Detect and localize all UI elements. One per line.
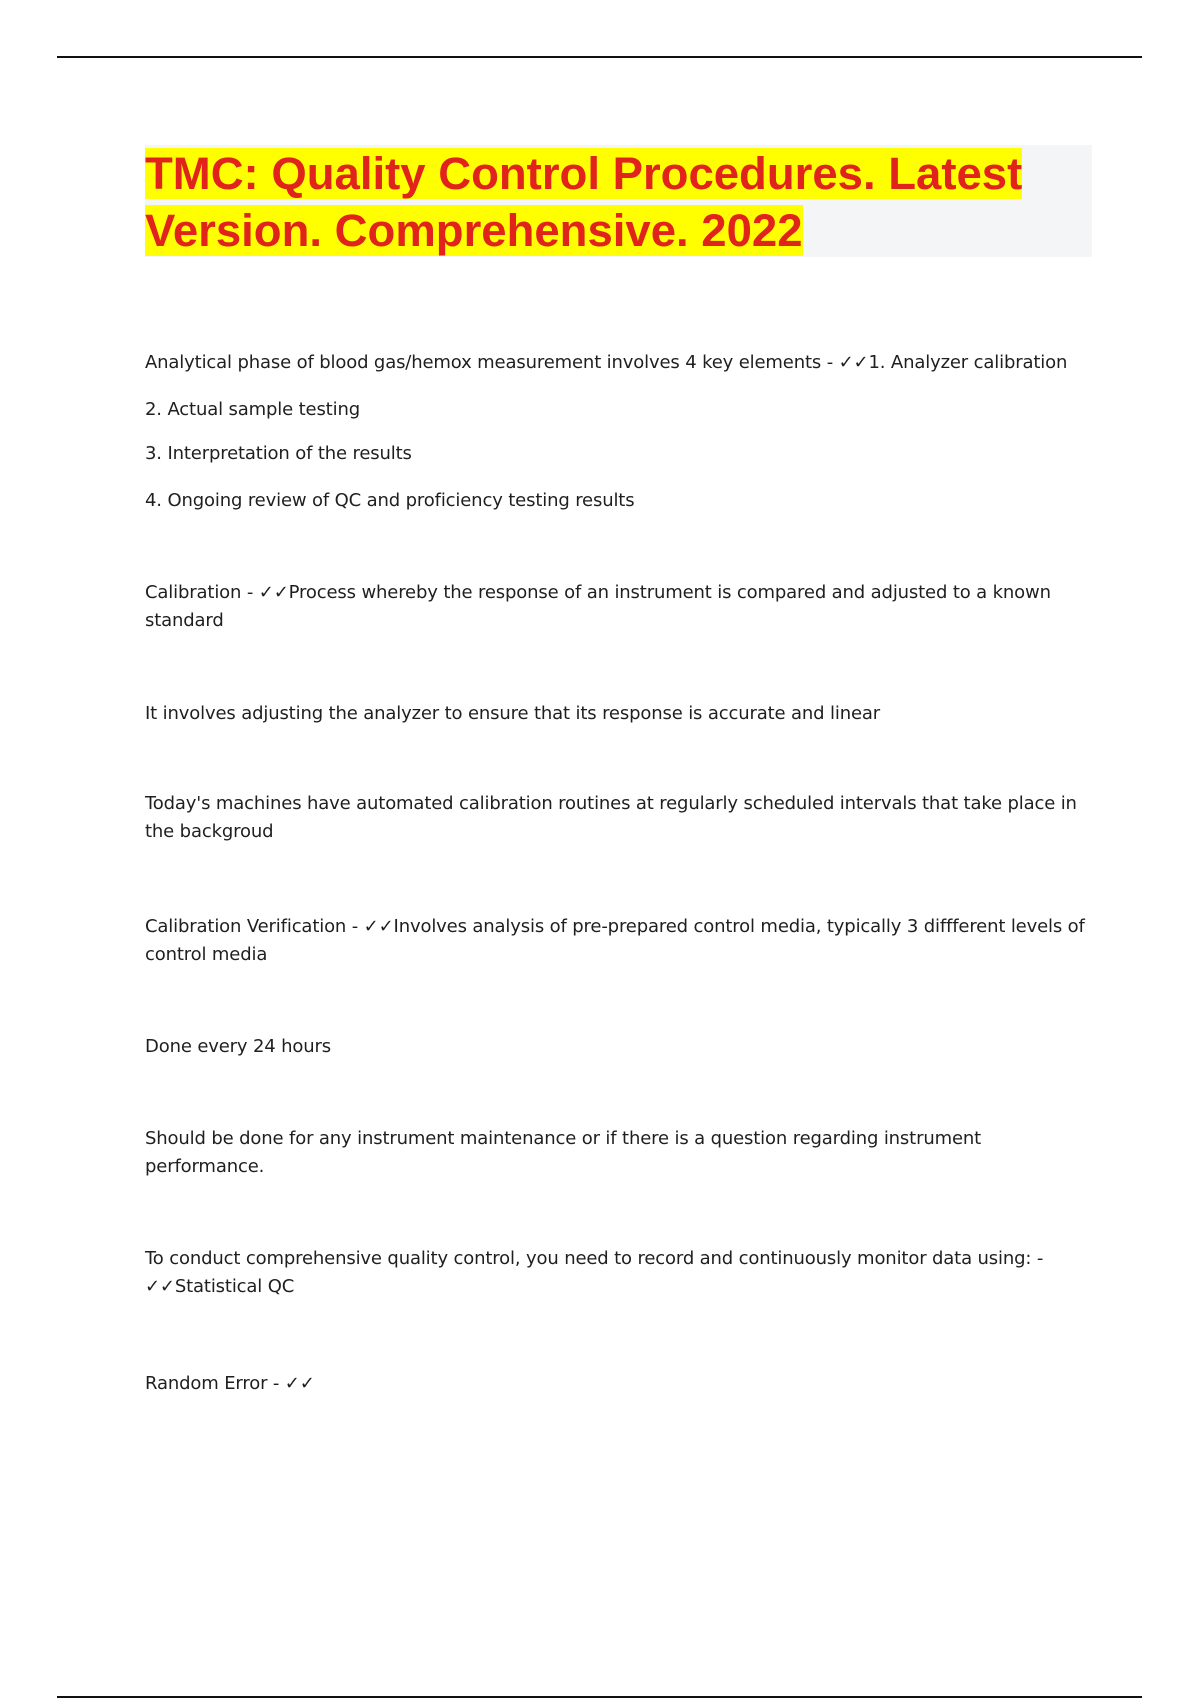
list-item-qc-review: 4. Ongoing review of QC and proficiency testing results [145, 490, 635, 511]
paragraph-calibration-detail: It involves adjusting the analyzer to ensure that its response is accurate and linear [145, 703, 881, 724]
top-page-rule [57, 56, 1142, 58]
list-item-sample-testing: 2. Actual sample testing [145, 399, 360, 420]
bottom-page-rule [57, 1696, 1142, 1698]
paragraph-statistical-qc: To conduct comprehensive quality control, you need to record and continuously monitor data using: - ✓✓Statistical QC [145, 1248, 1044, 1297]
list-item-interpretation: 3. Interpretation of the results [145, 443, 412, 464]
paragraph-automated-calibration: Today's machines have automated calibration routines at regularly scheduled intervals that take place in the backgroud [145, 793, 1077, 842]
paragraph-analytical-phase: Analytical phase of blood gas/hemox measurement involves 4 key elements - ✓✓1. Analyzer calibration [145, 352, 1068, 373]
paragraph-maintenance: Should be done for any instrument maintenance or if there is a question regarding instrument performance. [145, 1128, 982, 1177]
paragraph-calibration-verification: Calibration Verification - ✓✓Involves analysis of pre-prepared control media, typically 3 diffferent levels of control media [145, 916, 1085, 965]
paragraph-random-error: Random Error - ✓✓ [145, 1373, 315, 1394]
document-title: TMC: Quality Control Procedures. Latest Version. Comprehensive. 2022 [145, 148, 1023, 256]
paragraph-frequency: Done every 24 hours [145, 1036, 332, 1057]
paragraph-calibration: Calibration - ✓✓Process whereby the response of an instrument is compared and adjusted to a known standard [145, 582, 1051, 631]
